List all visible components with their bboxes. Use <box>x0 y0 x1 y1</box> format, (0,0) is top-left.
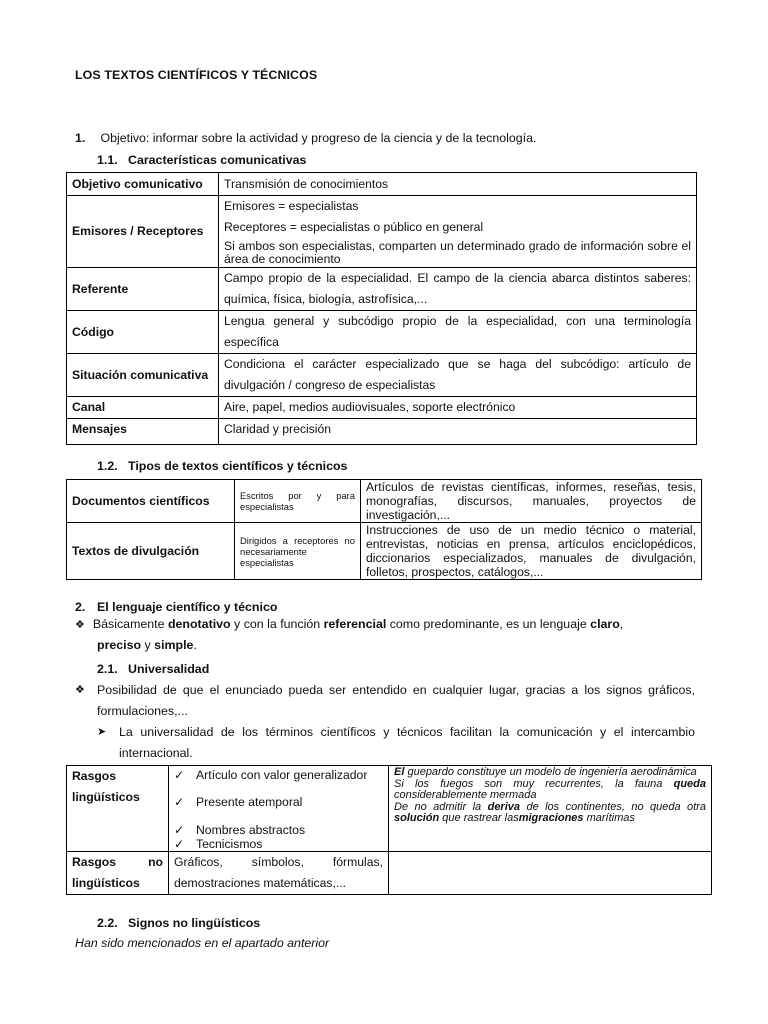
bullet-paragraph-2 <box>75 680 695 722</box>
check-icon: ✓ <box>174 823 185 837</box>
examples-cell: El guepardo constituye un modelo de ingeniería aerodinámica Si los fuegos son muy recurrentes, la fauna queda considerablemente mermada De no admitir la deriva de los continentes, no queda otra solución que rastrear lasmigraciones marítimas <box>389 766 712 852</box>
table-key: Rasgos lingüísticos <box>67 766 169 852</box>
section-2-2-heading <box>97 916 260 930</box>
section-2-2-title: Signos no lingüísticos <box>128 916 261 930</box>
section-2-2-number: 2.2. <box>97 916 118 930</box>
bullet-text: Posibilidad de que el enunciado pueda ser entendido en cualquier lugar, gracias a los signos gráficos, formulaciones,... <box>97 683 695 718</box>
section-2-1-number: 2.1. <box>97 662 118 676</box>
diamond-bullet-icon: ❖ <box>75 619 85 631</box>
table-value-line: Si ambos son especialistas, comparten un determinado grado de información sobre el área de conocimiento <box>224 239 691 266</box>
table-value: Campo propio de la especialidad. El campo de la ciencia abarca distintos saberes: química, física, biología, astrofísica,... <box>219 268 697 311</box>
linguistic-features-table <box>66 765 712 895</box>
section-1-2-heading <box>97 459 347 473</box>
arrow-paragraph <box>97 722 695 764</box>
table-key: Referente <box>67 268 219 311</box>
table-value: Aire, papel, medios audiovisuales, soporte electrónico <box>219 397 697 419</box>
table-note: Escritos por y para especialistas <box>235 480 361 523</box>
communicative-features-table <box>66 172 697 445</box>
bullet-paragraph-1: ❖ Básicamente denotativo y con la función referencial como predominante, es un lenguaje claro, <box>75 617 624 631</box>
table-row <box>67 852 712 895</box>
table-key: Código <box>67 311 219 354</box>
table-value: Transmisión de conocimientos <box>219 173 697 196</box>
section-1 <box>75 131 536 145</box>
table-row <box>67 766 712 852</box>
table-row <box>67 419 697 445</box>
section-1-2-number: 1.2. <box>97 459 118 473</box>
table-value-line: Emisores = especialistas <box>224 199 359 213</box>
table-key: Situación comunicativa <box>67 354 219 397</box>
section-2-number: 2. <box>75 600 86 614</box>
arrow-bullet-icon: ➤ <box>97 726 107 738</box>
section-1-2-title: Tipos de textos científicos y técnicos <box>128 459 348 473</box>
section-2-heading <box>75 600 277 614</box>
table-key: Rasgos no lingüísticos <box>67 852 169 895</box>
table-value: Lengua general y subcódigo propio de la especialidad, con una terminología específica <box>219 311 697 354</box>
table-row <box>67 354 697 397</box>
table-value: Condiciona el carácter especializado que se haga del subcódigo: artículo de divulgación / congreso de especialistas <box>219 354 697 397</box>
table-row <box>67 196 697 268</box>
table-key: Documentos científicos <box>67 480 235 523</box>
table-value: Gráficos, símbolos, fórmulas, demostraciones matemáticas,... <box>169 852 389 895</box>
section-2-1-heading <box>97 662 209 676</box>
arrow-text: La universalidad de los términos científicos y técnicos facilitan la comunicación y el intercambio internacional. <box>119 725 695 760</box>
table-row <box>67 311 697 354</box>
check-icon: ✓ <box>174 768 185 782</box>
table-row <box>67 268 697 311</box>
page-title: LOS TEXTOS CIENTÍFICOS Y TÉCNICOS <box>75 68 318 82</box>
table-value: Instrucciones de uso de un medio técnico o material, entrevistas, noticias en prensa, artículos enciclopédicos, diccionarios especializados, manuales de divulgación, folletos, prospectos, catálogos,... <box>361 523 702 580</box>
section-1-text: Objetivo: informar sobre la actividad y progreso de la ciencia y de la tecnología. <box>100 131 537 145</box>
feature-list: ✓ Artículo con valor generalizador ✓ Presente atemporal ✓ Nombres abstractos ✓ Tecnicismos <box>169 766 389 852</box>
section-2-1-title: Universalidad <box>128 662 210 676</box>
section-2-title: El lenguaje científico y técnico <box>97 600 278 614</box>
table-key: Emisores / Receptores <box>67 196 219 268</box>
table-key: Mensajes <box>67 419 219 445</box>
check-icon: ✓ <box>174 837 185 851</box>
table-value-line: Receptores = especialistas o público en general <box>224 220 484 234</box>
table-key: Objetivo comunicativo <box>67 173 219 196</box>
footer-note: Han sido mencionados en el apartado anterior <box>75 936 330 950</box>
section-1-1-title: Características comunicativas <box>128 153 307 167</box>
table-value: Claridad y precisión <box>219 419 697 445</box>
table-empty-cell <box>389 852 712 895</box>
bullet-paragraph-1-continuation: preciso y simple. <box>97 638 197 652</box>
table-row <box>67 480 702 523</box>
table-value: Artículos de revistas científicas, informes, reseñas, tesis, monografías, discursos, manuales, proyectos de investigación,... <box>361 480 702 523</box>
table-key: Textos de divulgación <box>67 523 235 580</box>
table-row <box>67 397 697 419</box>
diamond-bullet-icon: ❖ <box>75 684 85 696</box>
check-icon: ✓ <box>174 795 185 809</box>
table-row <box>67 173 697 196</box>
table-value <box>219 196 697 268</box>
table-row <box>67 523 702 580</box>
table-note: Dirigidos a receptores no necesariamente especialistas <box>235 523 361 580</box>
section-1-number: 1. <box>75 131 86 145</box>
section-1-1-number: 1.1. <box>97 153 118 167</box>
table-key: Canal <box>67 397 219 419</box>
text-types-table <box>66 479 702 580</box>
section-1-1-heading <box>97 153 306 167</box>
